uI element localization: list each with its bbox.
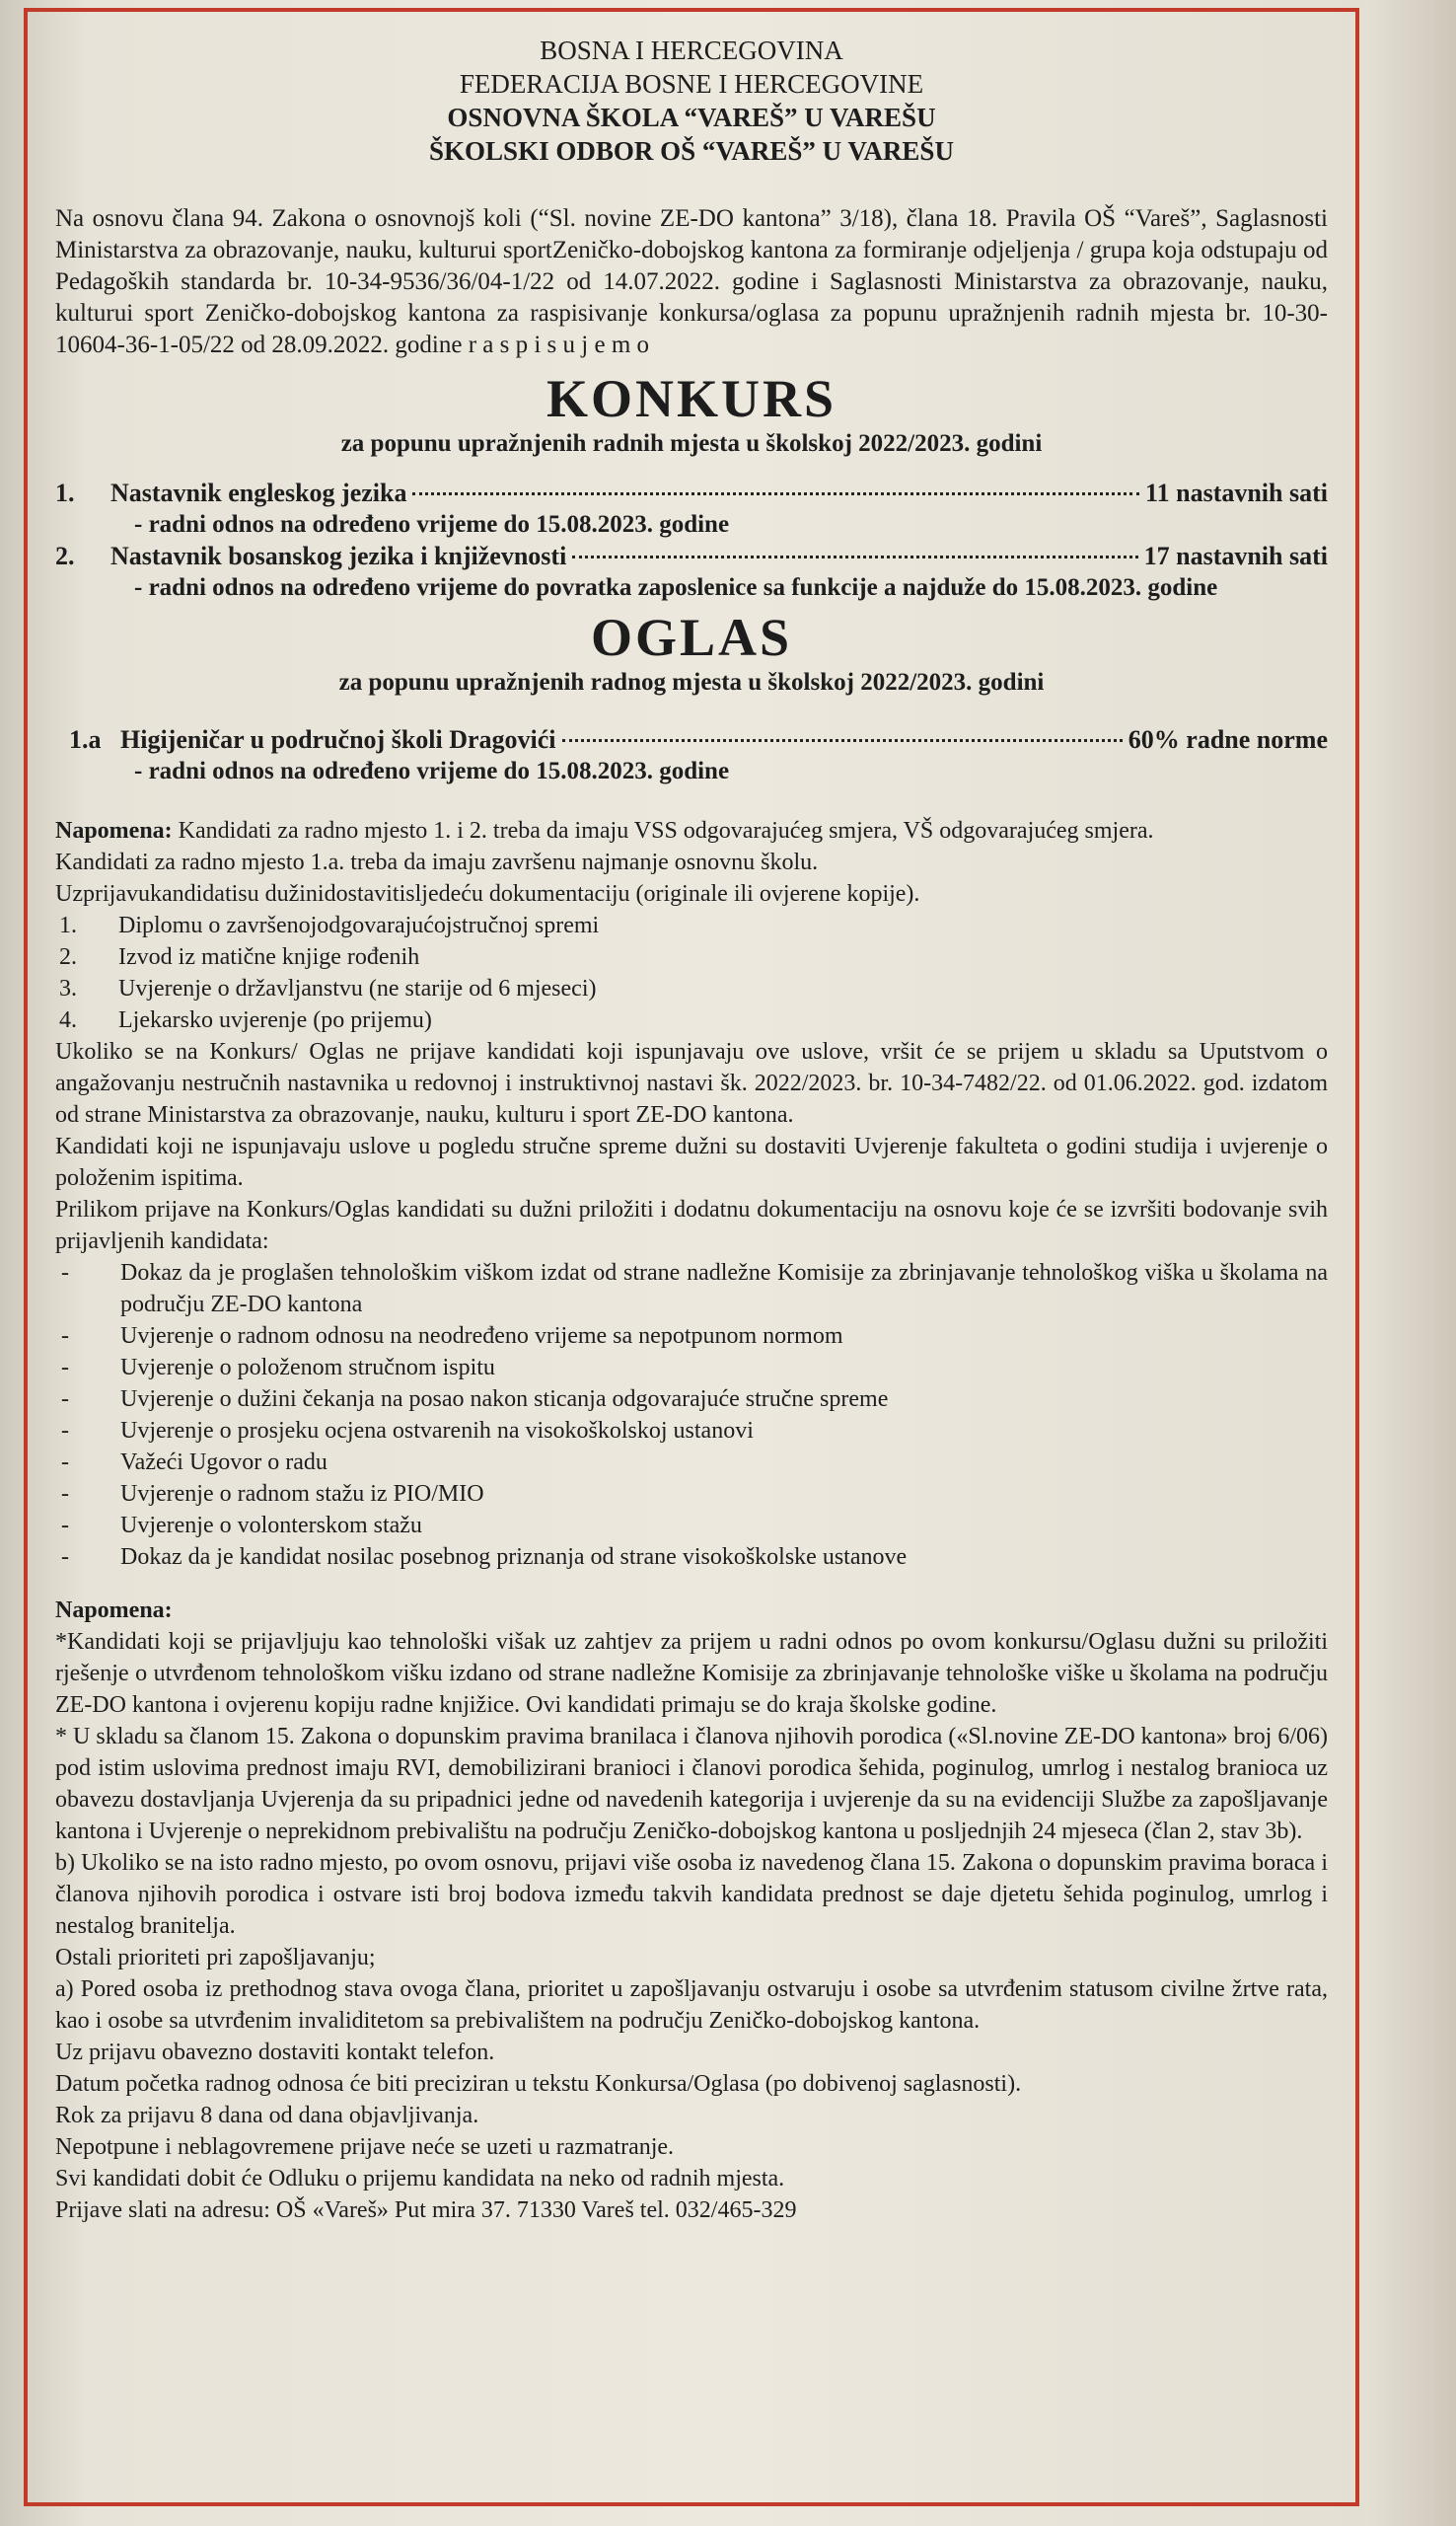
list-item: 3. Uvjerenje o državljanstvu (ne starije od 6 mjeseci) (59, 976, 597, 1002)
position-number: 2. (55, 542, 75, 570)
list-item: 4. Ljekarsko uvjerenje (po prijemu) (59, 1007, 432, 1033)
position-title: Higijeničar u područnoj školi Dragovići (120, 725, 556, 754)
list-item: 1. Diplomu o završenojodgovarajućojstručnoj spremi (59, 913, 600, 938)
list-item: - Uvjerenje o dužini čekanja na posao nakon sticanja odgovarajuće stručne spreme (61, 1386, 889, 1412)
list-item: - Uvjerenje o radnom odnosu na neodređeno vrijeme sa nepotpunom normom (61, 1323, 843, 1349)
announcement-content (55, 34, 1328, 2226)
paragraph: Prilikom prijave na Konkurs/Oglas kandidati su dužni priložiti i dodatnu dokumentaciju na osnovu koje će se izvršiti bodovanje svih prijavljenih kandidata: (55, 1197, 1328, 1254)
position-title: Nastavnik engleskog jezika (110, 479, 407, 507)
documents-list (55, 910, 1328, 1036)
list-item: - Dokaz da je proglašen tehnološkim viškom izdat od strane nadležne Komisije za zbrinjavanje tehnološkog viška u školama na području ZE-DO kantona (61, 1260, 1328, 1317)
konkurs-position (55, 478, 1328, 509)
paragraph: Uz prijavu obavezno dostaviti kontakt telefon. (55, 2040, 495, 2065)
napomena-text: Kandidati za radno mjesto 1. i 2. treba da imaju VSS odgovarajućeg smjera, VŠ odgovarajućeg smjera. (172, 818, 1154, 844)
napomena-line: Kandidati za radno mjesto 1.a. treba da imaju završenu najmanje osnovnu školu. (55, 850, 819, 875)
list-item: 2. Izvod iz matične knjige rođenih (59, 944, 420, 970)
oglas-title: OGLAS (590, 608, 793, 667)
position-amount: 11 nastavnih sati (1145, 479, 1328, 507)
position-note: - radni odnos na određeno vrijeme do povratka zaposlenice sa funkcije a najduže do 15.08.2023. godine (134, 574, 1218, 601)
paragraph: Ostali prioriteti pri zapošljavanju; (55, 1945, 376, 1970)
napomena-section (55, 815, 1328, 2226)
paragraph: b) Ukoliko se na isto radno mjesto, po ovom osnovu, prijavi više osoba iz navedenog člana 15. Zakona o dopunskim pravima boraca i članova njihovih porodica i ostvare isti broj bodova između takvih kandidata prednost se daje djetetu šehida poginulog, umrlog i nestalog branitelja. (55, 1850, 1328, 1939)
napomena-first (55, 815, 1328, 847)
napomena-line: Uzprijavukandidatisu dužinidostavitisljedeću dokumentaciju (originale ili ovjerene kopije). (55, 881, 920, 907)
leader-dots (572, 556, 1137, 558)
oglas-subtitle: za popunu upražnjenih radnog mjesta u školskoj 2022/2023. godini (338, 669, 1045, 696)
list-item: - Važeći Ugovor o radu (61, 1449, 328, 1475)
position-number: 1. (55, 479, 75, 507)
leader-dots (562, 739, 1123, 742)
position-note: - radni odnos na određeno vrijeme do 15.08.2023. godine (134, 758, 730, 784)
konkurs-subtitle: za popunu upražnjenih radnih mjesta u školskoj 2022/2023. godini (340, 430, 1043, 457)
extra-documents-list (55, 1257, 1328, 1573)
konkurs-title: KONKURS (546, 369, 837, 428)
konkurs-position (55, 541, 1328, 572)
paragraph: Datum početka radnog odnosa će biti preciziran u tekstu Konkursa/Oglasa (po dobivenoj saglasnosti). (55, 2071, 1022, 2097)
intro-paragraph: Na osnovu člana 94. Zakona o osnovnojš koli (“Sl. novine ZE-DO kantona” 3/18), člana 18. Pravila OŠ “Vareš”, Saglasnosti Ministarstva za obrazovanje, nauku, kulturui sportZeničko-dobojskog kantona za formiranje odjeljenja / grupa koja odstupaju od Pedagoških standarda br. 10-34-9536/36/04-1/22 od 14.07.2022. godine i Saglasnosti Ministarstva za obrazovanje, nauku, kulturui sport Zeničko-dobojskog kantona za raspisivanje konkursa/oglasa za popunu upražnjenih radnih mjesta br. 10-30-10604-36-1-05/22 od 28.09.2022. godine r a s p i s u j e m o (55, 205, 1328, 358)
list-item: - Uvjerenje o volonterskom stažu (61, 1513, 422, 1538)
paragraph: *Kandidati koji se prijavljuju kao tehnološki višak uz zahtjev za prijem u radni odnos po ovom konkursu/Oglasu dužni su priložiti rješenje o utvrđenom tehnološkom višku izdano od strane nadležne Komisije za zbrinjavanje tehnološke viške u školama na području ZE-DO kantona i ovjerenu kopiju radne knjižice. Ovi kandidati primaju se do kraja školske godine. (55, 1629, 1328, 1718)
napomena-label-2: Napomena: (55, 1597, 173, 1623)
header-board: ŠKOLSKI ODBOR OŠ “VAREŠ” U VAREŠU (429, 136, 954, 166)
header-federation: FEDERACIJA BOSNE I HERCEGOVINE (459, 69, 924, 99)
oglas-position (55, 724, 1328, 756)
institution-header (55, 34, 1328, 168)
paragraph: Rok za prijavu 8 dana od dana objavljivanja. (55, 2103, 479, 2128)
position-amount: 60% radne norme (1128, 725, 1328, 754)
contact-address: Prijave slati na adresu: OŠ «Vareš» Put mira 37. 71330 Vareš tel. 032/465-329 (55, 2197, 797, 2223)
header-school: OSNOVNA ŠKOLA “VAREŠ” U VAREŠU (447, 103, 936, 132)
paragraph: a) Pored osoba iz prethodnog stava ovoga člana, prioritet u zapošljavanju ostvaruju i osobe sa utvrđenim statusom civilne žrtve rata, kao i osobe sa utvrđenim invaliditetom sa prebivalištem na području Zeničko-dobojskog kantona. (55, 1976, 1328, 2034)
leader-dots (412, 492, 1139, 495)
paragraph: Nepotpune i neblagovremene prijave neće se uzeti u razmatranje. (55, 2134, 675, 2160)
position-title: Nastavnik bosanskog jezika i književnosti (110, 542, 567, 570)
position-amount: 17 nastavnih sati (1143, 542, 1328, 570)
position-note: - radni odnos na određeno vrijeme do 15.08.2023. godine (134, 511, 730, 538)
paragraph: Svi kandidati dobit će Odluku o prijemu kandidata na neko od radnih mjesta. (55, 2166, 785, 2192)
paragraph: Ukoliko se na Konkurs/ Oglas ne prijave kandidati koji ispunjavaju ove uslove, vršit će se prijem u skladu sa Uputstvom o angažovanju nestručnih nastavnika u redovnoj i instruktivnoj nastavi šk. 2022/2023. br. 10-34-7482/22. od 01.06.2022. god. izdatom od strane Ministarstva za obrazovanje, nauku, kulturu i sport ZE-DO kantona. (55, 1039, 1328, 1128)
list-item: - Uvjerenje o položenom stručnom ispitu (61, 1355, 495, 1380)
napomena-label: Napomena: (55, 818, 173, 844)
list-item: - Uvjerenje o prosjeku ocjena ostvarenih na visokoškolskoj ustanovi (61, 1418, 754, 1444)
list-item: - Dokaz da je kandidat nosilac posebnog priznanja od strane visokoškolske ustanove (61, 1544, 908, 1570)
paragraph: Kandidati koji ne ispunjavaju uslove u pogledu stručne spreme dužni su dostaviti Uvjerenje fakulteta o godini studija i uvjerenje o položenim ispitima. (55, 1134, 1328, 1191)
position-number: 1.a (69, 725, 102, 754)
list-item: - Uvjerenje o radnom stažu iz PIO/MIO (61, 1481, 484, 1507)
paragraph: * U skladu sa članom 15. Zakona o dopunskim pravima branilaca i članova njihovih porodica («Sl.novine ZE-DO kantona» broj 6/06) pod istim uslovima prednost imaju RVI, demobilizirani branioci i članovi porodica šehida, poginulog, umrlog i nestalog branioca uz obavezu dostavljanja Uvjerenja da su pripadnici jedne od navedenih kategorija i uvjerenje da su na evidenciji Službe za zapošljavanje kantona i Uvjerenje o neprekidnom prebivalištu na području Zeničko-dobojskog kantona u posljednjih 24 mjeseca (član 2, stav 3b). (55, 1724, 1328, 1844)
header-country: BOSNA I HERCEGOVINA (540, 36, 843, 65)
